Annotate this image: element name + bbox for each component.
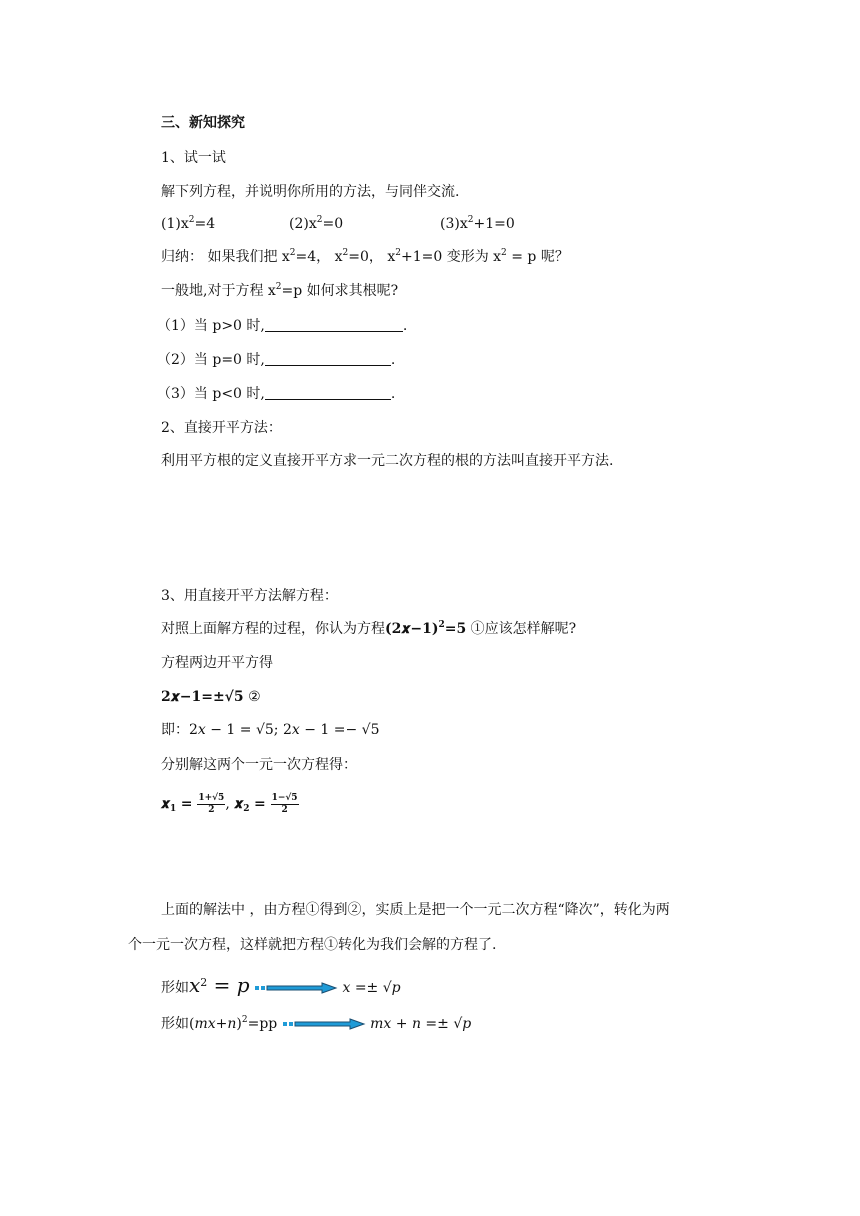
fraction-x1: $\frac{1+√5}{2}$	[198, 792, 225, 815]
solution-line: 𝒙$_1$ = $\frac{1+√5}{2}$ , 𝒙$_2$ = $\frac{1-√5}{2}$	[161, 792, 298, 815]
right-arrow-icon	[282, 1017, 366, 1031]
form-1: 形如𝑥$^2$ = 𝑝 𝑥 =± √𝑝	[161, 973, 401, 997]
equation-3: $(3)x^2+1=0$	[440, 215, 515, 232]
part3-question: 对照上面解方程的过程，你认为方程(2𝒙−1)$^2$=5 ①应该怎样解呢?	[161, 620, 577, 637]
summary-line-1: 上面的解法中 ，由方程①得到②，实质上是把一个一元二次方程“降次”，转化为两	[161, 902, 670, 918]
part3-title: 3、用直接开平方法解方程：	[161, 588, 338, 604]
case-3: （3）当 p<0 时, .	[157, 386, 396, 402]
section-title: 三、新知探究	[161, 115, 245, 131]
equations-row	[161, 214, 515, 234]
fraction-x2: $\frac{1-√5}{2}$	[271, 792, 298, 815]
step-split: 即：2𝑥 − 1 = √5; 2𝑥 − 1 =− √5	[161, 722, 380, 738]
summary-line-2: 个一元一次方程，这样就把方程①转化为我们会解的方程了.	[128, 937, 497, 953]
step-open-square: 方程两边开平方得	[161, 655, 273, 671]
form-2: 形如(𝑚𝑥+𝑛)$^2$=pp 𝑚𝑥 + 𝑛 =± √𝑝	[161, 1015, 472, 1032]
step-solve: 分别解这两个一元一次方程得：	[161, 757, 357, 773]
induction-line: 归纳： 如果我们把 $x^2=4$， $x^2=0$， $x^2+1=0$ 变形为 $x^2 = p$ 呢？	[161, 248, 569, 265]
case-1: （1）当 p>0 时, .	[157, 318, 408, 334]
step-equation-2: 2𝒙−1=±√5 ②	[161, 689, 261, 705]
answer-blank[interactable]	[265, 385, 391, 400]
answer-blank[interactable]	[265, 351, 391, 366]
equation-1: $(1)x^2=4$	[161, 215, 216, 232]
equation-2: $(2)x^2=0$	[289, 215, 344, 232]
part1-instruction: 解下列方程，并说明你所用的方法，与同伴交流.	[161, 184, 460, 200]
part2-definition: 利用平方根的定义直接开平方求一元二次方程的根的方法叫直接开平方法.	[161, 453, 614, 469]
part1-title: 1、试一试	[161, 150, 226, 166]
case-2: （2）当 p=0 时, .	[157, 352, 396, 368]
right-arrow-icon	[254, 981, 338, 995]
general-question: 一般地,对于方程 $x^2=p$ 如何求其根呢?	[161, 282, 399, 299]
part2-title: 2、直接开平方法：	[161, 420, 282, 436]
answer-blank[interactable]	[265, 317, 403, 332]
